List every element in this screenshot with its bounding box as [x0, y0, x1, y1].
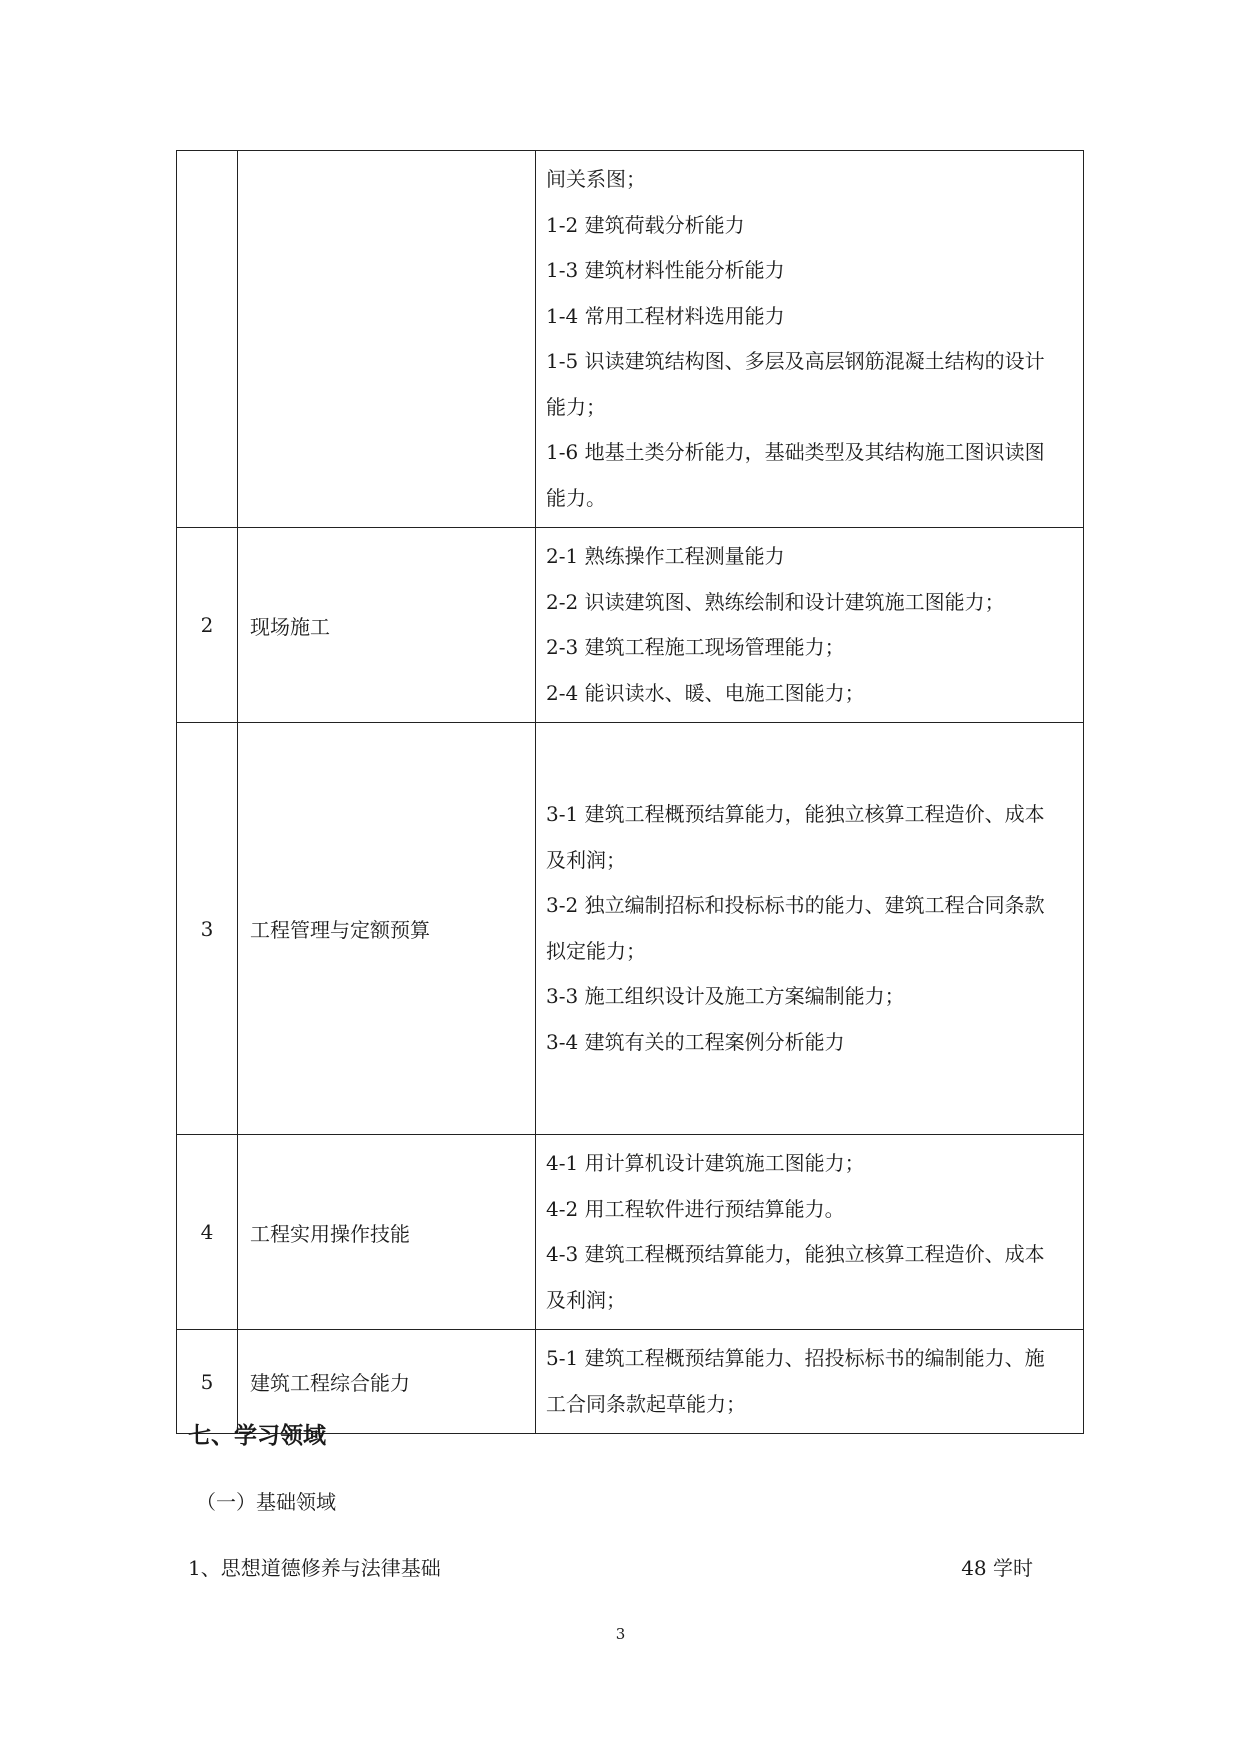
description-line: 3-1 建筑工程概预结算能力，能独立核算工程造价、成本: [546, 802, 1045, 826]
section-heading: 七、学习领域: [188, 1423, 326, 1449]
description-line: 3-2 独立编制招标和投标标书的能力、建筑工程合同条款: [546, 893, 1045, 917]
course-name: 1、思想道德修养与法律基础: [188, 1556, 441, 1580]
description-line: 2-4 能识读水、暖、电施工图能力；: [546, 680, 865, 705]
description-line: 1-4 常用工程材料选用能力: [546, 303, 785, 328]
row-description: [536, 528, 1084, 723]
row-number: 3: [177, 723, 238, 1135]
description-line: 4-2 用工程软件进行预结算能力。: [546, 1196, 845, 1221]
description-line: 1-2 建筑荷载分析能力: [546, 212, 745, 237]
row-name: 工程管理与定额预算: [238, 723, 536, 1135]
row-number: [177, 151, 238, 528]
description-line: 4-3 建筑工程概预结算能力，能独立核算工程造价、成本: [546, 1242, 1045, 1266]
row-description: [536, 1330, 1084, 1434]
table-row: [177, 1330, 1084, 1434]
row-number: 2: [177, 528, 238, 723]
description-line: 2-2 识读建筑图、熟练绘制和设计建筑施工图能力；: [546, 589, 1005, 614]
row-number: 4: [177, 1135, 238, 1330]
ability-table: [176, 150, 1084, 1434]
description-line: 2-3 建筑工程施工现场管理能力；: [546, 635, 845, 659]
page-number: 3: [615, 1625, 626, 1643]
table-row: [177, 151, 1084, 528]
description-line: 4-1 用计算机设计建筑施工图能力；: [546, 1151, 865, 1175]
description-line: 3-4 建筑有关的工程案例分析能力: [546, 1029, 845, 1054]
description-line: 及利润；: [546, 1287, 626, 1312]
description-line: 1-3 建筑材料性能分析能力: [546, 258, 785, 282]
description-line: 2-1 熟练操作工程测量能力: [546, 544, 785, 568]
description-line: 间关系图；: [546, 167, 646, 191]
description-line: 拟定能力；: [546, 938, 646, 963]
section-subheading: （一）基础领域: [196, 1490, 336, 1514]
description-line: 能力；: [546, 394, 606, 419]
row-name: 建筑工程综合能力: [238, 1330, 536, 1434]
row-number: 5: [177, 1330, 238, 1434]
table-row: [177, 528, 1084, 723]
course-item: [188, 1553, 1033, 1583]
description-line: 1-5 识读建筑结构图、多层及高层钢筋混凝土结构的设计: [546, 349, 1045, 373]
description-line: 5-1 建筑工程概预结算能力、招投标标书的编制能力、施: [546, 1346, 1045, 1370]
row-description: [536, 1135, 1084, 1330]
description-line: 及利润；: [546, 847, 626, 872]
row-name: 工程实用操作技能: [238, 1135, 536, 1330]
description-line: 1-6 地基土类分析能力，基础类型及其结构施工图识读图: [546, 440, 1045, 464]
table-row: [177, 1135, 1084, 1330]
course-hours: 48 学时: [961, 1556, 1033, 1580]
row-name: [238, 151, 536, 528]
row-name: 现场施工: [238, 528, 536, 723]
description-line: 工合同条款起草能力；: [546, 1391, 746, 1416]
table-row: [177, 723, 1084, 1135]
row-description: [536, 151, 1084, 528]
description-line: 能力。: [546, 485, 606, 510]
row-description: [536, 723, 1084, 1135]
description-line: 3-3 施工组织设计及施工方案编制能力；: [546, 984, 905, 1008]
